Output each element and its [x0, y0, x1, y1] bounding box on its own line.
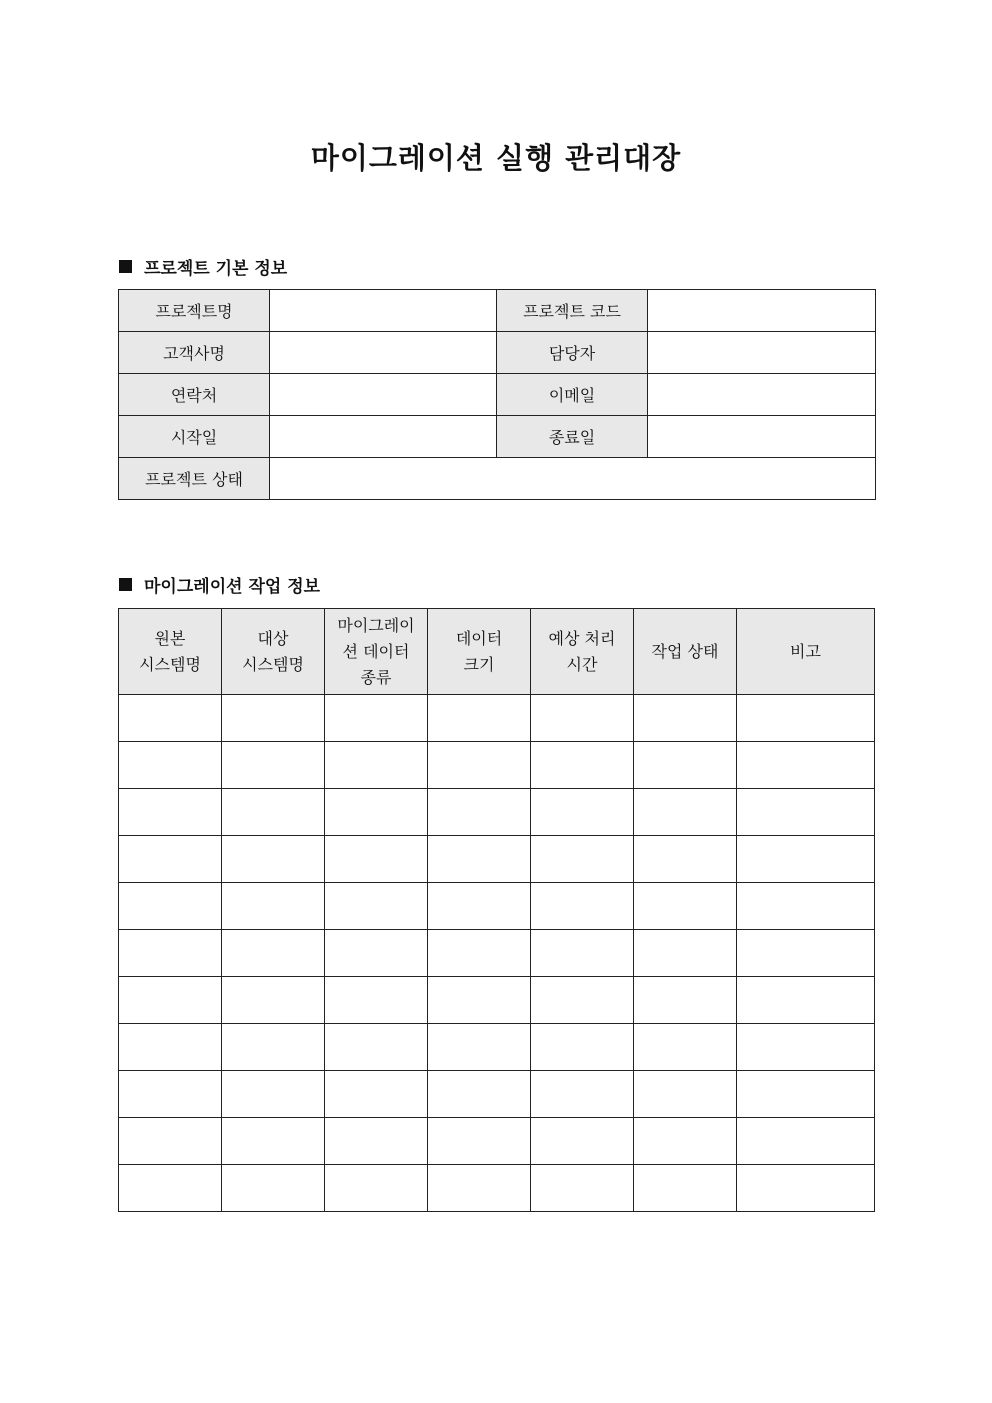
label-project-status: 프로젝트 상태 [119, 458, 270, 500]
cell-target-system[interactable] [222, 789, 325, 836]
section-heading-migration-info [119, 572, 320, 597]
label-project-name: 프로젝트명 [119, 290, 270, 332]
label-project-code: 프로젝트 코드 [497, 290, 648, 332]
cell-task-status[interactable] [634, 789, 737, 836]
table-row [119, 883, 875, 930]
header-line: 시스템명 [242, 654, 304, 674]
field-end-date[interactable] [648, 416, 876, 458]
table-row [119, 1165, 875, 1212]
cell-remarks[interactable] [737, 930, 875, 977]
cell-source-system[interactable] [119, 930, 222, 977]
header-line: 시스템명 [139, 654, 201, 674]
table-row [119, 789, 875, 836]
header-line: 비고 [790, 641, 821, 661]
cell-data-size[interactable] [428, 1165, 531, 1212]
cell-source-system[interactable] [119, 695, 222, 742]
cell-task-status[interactable] [634, 1071, 737, 1118]
cell-data-type[interactable] [325, 977, 428, 1024]
cell-estimated-time[interactable] [531, 930, 634, 977]
cell-source-system[interactable] [119, 836, 222, 883]
cell-data-size[interactable] [428, 836, 531, 883]
cell-source-system[interactable] [119, 1024, 222, 1071]
cell-target-system[interactable] [222, 1165, 325, 1212]
field-project-code[interactable] [648, 290, 876, 332]
section-heading-project-info [119, 254, 287, 279]
cell-data-size[interactable] [428, 977, 531, 1024]
cell-target-system[interactable] [222, 977, 325, 1024]
cell-data-type[interactable] [325, 1071, 428, 1118]
header-line: 종류 [360, 667, 392, 687]
label-manager: 담당자 [497, 332, 648, 374]
field-project-status[interactable] [270, 458, 876, 500]
cell-estimated-time[interactable] [531, 1165, 634, 1212]
cell-estimated-time[interactable] [531, 789, 634, 836]
table-row [119, 1024, 875, 1071]
cell-data-size[interactable] [428, 742, 531, 789]
cell-source-system[interactable] [119, 883, 222, 930]
table-row [119, 374, 876, 416]
header-line: 작업 상태 [651, 641, 719, 661]
cell-data-size[interactable] [428, 883, 531, 930]
cell-task-status[interactable] [634, 836, 737, 883]
cell-target-system[interactable] [222, 930, 325, 977]
cell-source-system[interactable] [119, 742, 222, 789]
cell-data-type[interactable] [325, 1165, 428, 1212]
cell-task-status[interactable] [634, 1118, 737, 1165]
cell-task-status[interactable] [634, 695, 737, 742]
cell-target-system[interactable] [222, 836, 325, 883]
table-row [119, 836, 875, 883]
cell-target-system[interactable] [222, 1024, 325, 1071]
table-row [119, 458, 876, 500]
page-title: 마이그레이션 실행 관리대장 [310, 141, 682, 175]
header-line: 원본 [154, 628, 186, 648]
cell-data-size[interactable] [428, 1071, 531, 1118]
cell-remarks[interactable] [737, 1118, 875, 1165]
cell-task-status[interactable] [634, 883, 737, 930]
table-header-row [119, 609, 875, 695]
cell-data-type[interactable] [325, 930, 428, 977]
cell-target-system[interactable] [222, 1118, 325, 1165]
table-row [119, 930, 875, 977]
column-header-remarks [737, 609, 875, 695]
label-email: 이메일 [497, 374, 648, 416]
cell-target-system[interactable] [222, 883, 325, 930]
label-end-date: 종료일 [497, 416, 648, 458]
cell-data-type[interactable] [325, 742, 428, 789]
field-project-name[interactable] [270, 290, 497, 332]
cell-estimated-time[interactable] [531, 1024, 634, 1071]
label-client-name: 고객사명 [119, 332, 270, 374]
cell-remarks[interactable] [737, 1024, 875, 1071]
cell-source-system[interactable] [119, 977, 222, 1024]
label-contact: 연락처 [119, 374, 270, 416]
cell-remarks[interactable] [737, 1165, 875, 1212]
cell-estimated-time[interactable] [531, 883, 634, 930]
field-contact[interactable] [270, 374, 497, 416]
cell-estimated-time[interactable] [531, 977, 634, 1024]
table-row [119, 977, 875, 1024]
cell-data-size[interactable] [428, 789, 531, 836]
column-header-estimated-time [531, 609, 634, 695]
header-line: 마이그레이 [337, 615, 415, 635]
table-row [119, 742, 875, 789]
table-row [119, 1118, 875, 1165]
column-header-data-size [428, 609, 531, 695]
column-header-data-type [325, 609, 428, 695]
cell-remarks[interactable] [737, 977, 875, 1024]
cell-task-status[interactable] [634, 1024, 737, 1071]
field-client-name[interactable] [270, 332, 497, 374]
cell-remarks[interactable] [737, 1071, 875, 1118]
section-heading-label: 마이그레이션 작업 정보 [144, 577, 321, 597]
cell-estimated-time[interactable] [531, 1118, 634, 1165]
table-row [119, 416, 876, 458]
cell-data-type[interactable] [325, 789, 428, 836]
cell-estimated-time[interactable] [531, 695, 634, 742]
column-header-target-system [222, 609, 325, 695]
cell-estimated-time[interactable] [531, 836, 634, 883]
square-bullet-icon [119, 260, 132, 273]
field-start-date[interactable] [270, 416, 497, 458]
cell-data-type[interactable] [325, 695, 428, 742]
section-heading-label: 프로젝트 기본 정보 [144, 259, 288, 279]
cell-task-status[interactable] [634, 1165, 737, 1212]
header-line: 데이터 [455, 628, 503, 648]
cell-data-size[interactable] [428, 1024, 531, 1071]
header-line: 크기 [463, 654, 495, 674]
migration-task-rows [119, 695, 875, 1212]
cell-remarks[interactable] [737, 695, 875, 742]
cell-estimated-time[interactable] [531, 742, 634, 789]
cell-remarks[interactable] [737, 883, 875, 930]
cell-data-size[interactable] [428, 695, 531, 742]
table-row [119, 1071, 875, 1118]
cell-remarks[interactable] [737, 836, 875, 883]
table-row [119, 695, 875, 742]
cell-data-type[interactable] [325, 836, 428, 883]
column-header-source-system [119, 609, 222, 695]
cell-task-status[interactable] [634, 930, 737, 977]
column-header-task-status [634, 609, 737, 695]
cell-source-system[interactable] [119, 1071, 222, 1118]
project-info-table [118, 289, 876, 500]
cell-task-status[interactable] [634, 742, 737, 789]
cell-task-status[interactable] [634, 977, 737, 1024]
migration-task-table [118, 608, 875, 1212]
cell-estimated-time[interactable] [531, 1071, 634, 1118]
header-line: 시간 [566, 654, 598, 674]
cell-data-type[interactable] [325, 883, 428, 930]
cell-data-size[interactable] [428, 1118, 531, 1165]
cell-data-size[interactable] [428, 930, 531, 977]
cell-source-system[interactable] [119, 1165, 222, 1212]
cell-data-type[interactable] [325, 1024, 428, 1071]
cell-target-system[interactable] [222, 742, 325, 789]
header-line: 예상 처리 [548, 628, 616, 648]
label-start-date: 시작일 [119, 416, 270, 458]
table-row [119, 332, 876, 374]
header-line: 대상 [257, 628, 289, 648]
cell-data-type[interactable] [325, 1118, 428, 1165]
table-row [119, 290, 876, 332]
square-bullet-icon [119, 578, 132, 591]
cell-target-system[interactable] [222, 1071, 325, 1118]
field-manager[interactable] [648, 332, 876, 374]
cell-source-system[interactable] [119, 1118, 222, 1165]
header-line: 션 데이터 [342, 641, 410, 661]
cell-source-system[interactable] [119, 789, 222, 836]
cell-target-system[interactable] [222, 695, 325, 742]
cell-remarks[interactable] [737, 789, 875, 836]
field-email[interactable] [648, 374, 876, 416]
cell-remarks[interactable] [737, 742, 875, 789]
